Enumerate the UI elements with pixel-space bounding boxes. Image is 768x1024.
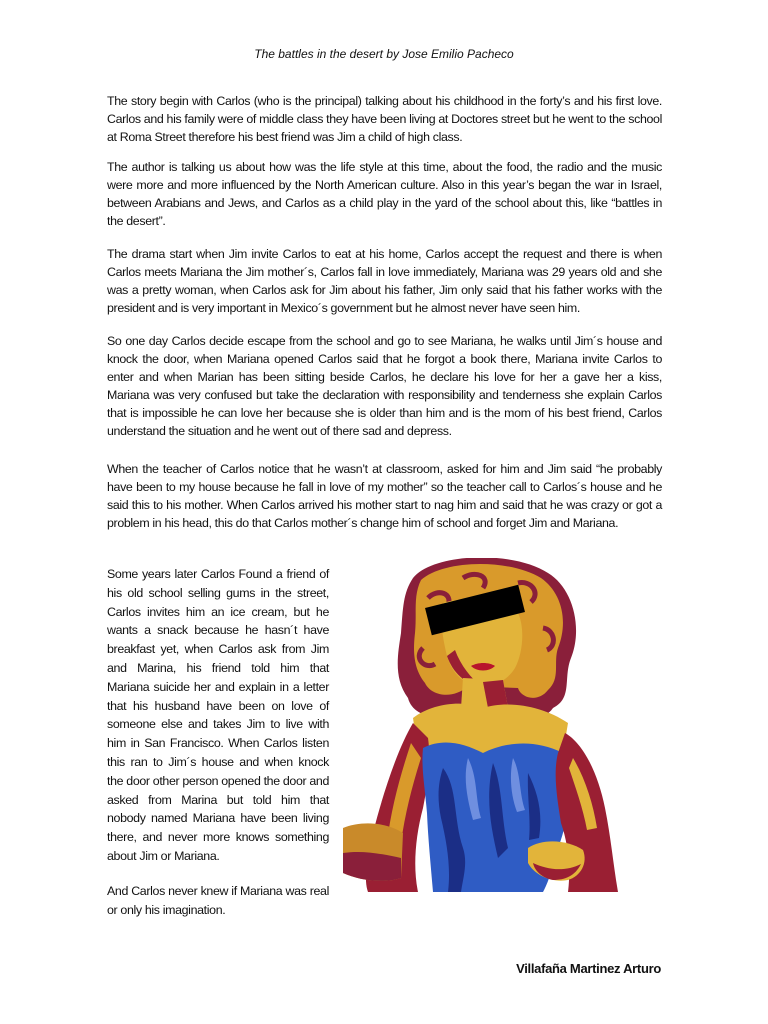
paragraph-5: When the teacher of Carlos notice that he wasn’t at classroom, asked for him and Jim said “he probably have been to my house because he fall in love of my mother” so the teacher call to Carlos´s house and he said this to his mother. When Carlos arrived his mother start to nag him and said that he was crazy or got a problem in his head, this do that Carlos mother´s change him of school and forget Jim and Mariana. <box>107 462 662 530</box>
page-title: The battles in the desert by Jose Emilio Pacheco <box>254 47 514 61</box>
column-paragraph-1: Some years later Carlos Found a friend of his old school selling gums in the street, Carlos invites him an ice cream, but he wants a snack because he hasn´t have breakfast yet, when Carlos ask from Jim and Marina, his friend told him that Mariana suicide her and explain in a letter that his husband have been on love of someone else and takes Jim to live with him in San Francisco. When Carlos listen this ran to Jim´s house and when knock the door other person opened the door and asked from Marina but told him that nobody named Mariana have been living there, and never more knows something about Jim or Mariana. <box>107 567 329 863</box>
woman-pop-art-illustration <box>343 558 655 892</box>
author-name: Villafaña Martinez Arturo <box>516 961 661 976</box>
column-paragraph-2: And Carlos never knew if Mariana was real or only his imagination. <box>107 884 329 917</box>
paragraph-4: So one day Carlos decide escape from the school and go to see Mariana, he walks until Jim´s house and knock the door, when Mariana opened Carlos said that he forgot a book there, Mariana invite Carlos to enter and when Marian has been sitting beside Carlos, he declare his love for her a gave her a kiss, Mariana was very confused but take the declaration with responsibility and tenderness she explain Carlos that is impossible he can love her because she is older than him and is the mom of his best friend, Carlos understand the situation and he went out of there sad and depress. <box>107 334 662 438</box>
paragraph-3: The drama start when Jim invite Carlos to eat at his home, Carlos accept the request and there is when Carlos meets Mariana the Jim mother´s, Carlos fall in love immediately, Mariana was 29 years old and she was a pretty woman, when Carlos ask for Jim about his father, Jim only said that his father works with the president and is very important in Mexico´s government but he almost never have seen him. <box>107 247 662 315</box>
paragraph-2: The author is talking us about how was the life style at this time, about the food, the radio and the music were more and more influenced by the North American culture. Also in this year’s began the war in Israel, between Arabians and Jews, and Carlos as a child play in the yard of the school about this, like “battles in the desert”. <box>107 160 662 228</box>
paragraph-1: The story begin with Carlos (who is the principal) talking about his childhood in the forty’s and his first love. Carlos and his family were of middle class they have been living at Doctores street but he went to the school at Roma Street therefore his best friend was Jim a child of high class. <box>107 94 662 144</box>
left-hand-shadow <box>343 852 401 881</box>
